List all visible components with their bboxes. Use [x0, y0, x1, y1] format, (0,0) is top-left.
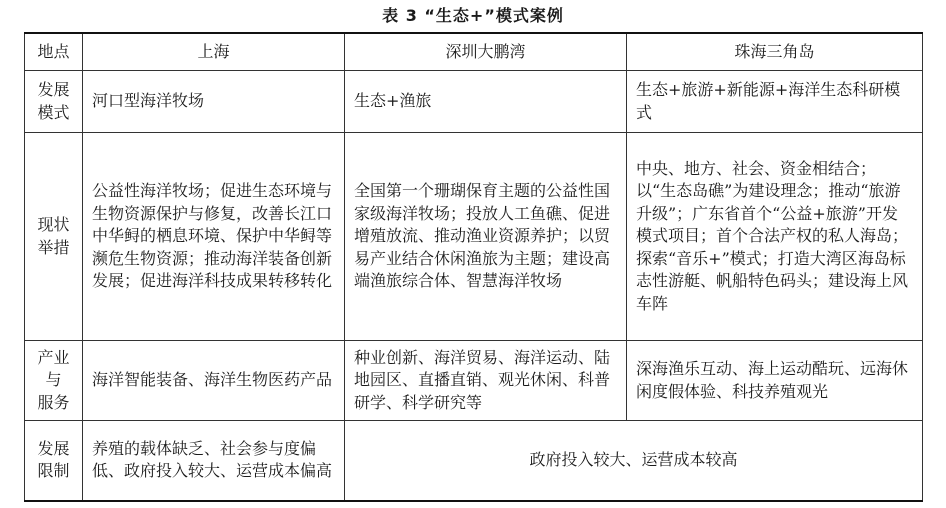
table-cell: 河口型海洋牧场 [83, 71, 345, 133]
table-cell: 养殖的载体缺乏、社会参与度偏低、政府投入较大、运营成本偏高 [83, 421, 345, 501]
table-caption: 表 3 “生态+”模式案例 [382, 6, 564, 25]
case-table [24, 32, 923, 502]
header-zhuhai-sanjiao-island: 珠海三角岛 [627, 33, 923, 71]
row-label: 发展 限制 [25, 421, 83, 501]
table-cell: 公益性海洋牧场；促进生态环境与生物资源保护与修复，改善长江口中华鲟的栖息环境、保护中华鲟等濒危生物资源；推动海洋装备创新发展；促进海洋科技成果转移转化 [83, 133, 345, 341]
header-location: 地点 [25, 33, 83, 71]
table-cell: 海洋智能装备、海洋生物医药产品 [83, 341, 345, 421]
table-cell: 中央、地方、社会、资金相结合；以“生态岛礁”为建设理念；推动“旅游升级”；广东省首个“公益+旅游”开发模式项目；首个合法产权的私人海岛；探索“音乐+”模式；打造大湾区海岛标志性游艇、帆船特色码头；建设海上风车阵 [627, 133, 923, 341]
table-cell: 种业创新、海洋贸易、海洋运动、陆地园区、直播直销、观光休闲、科普研学、科学研究等 [345, 341, 627, 421]
table-row-current-measures [25, 133, 923, 341]
row-label: 发展 模式 [25, 71, 83, 133]
header-shanghai: 上海 [83, 33, 345, 71]
table-cell: 生态+渔旅 [345, 71, 627, 133]
table-cell: 生态+旅游+新能源+海洋生态科研模式 [627, 71, 923, 133]
row-label: 产业 与 服务 [25, 341, 83, 421]
header-shenzhen-dapeng-bay: 深圳大鹏湾 [345, 33, 627, 71]
table-cell: 全国第一个珊瑚保育主题的公益性国家级海洋牧场；投放人工鱼礁、促进增殖放流、推动渔业资源养护；以贸易产业结合休闲渔旅为主题；建设高端渔旅综合体、智慧海洋牧场 [345, 133, 627, 341]
row-label: 现状 举措 [25, 133, 83, 341]
table-row-development-mode [25, 71, 923, 133]
table-row-industry-services [25, 341, 923, 421]
table-header-row [25, 33, 923, 71]
table-cell: 深海渔乐互动、海上运动酷玩、远海休闲度假体验、科技养殖观光 [627, 341, 923, 421]
table-row-development-limits [25, 421, 923, 501]
merged-table-cell: 政府投入较大、运营成本较高 [345, 421, 923, 501]
